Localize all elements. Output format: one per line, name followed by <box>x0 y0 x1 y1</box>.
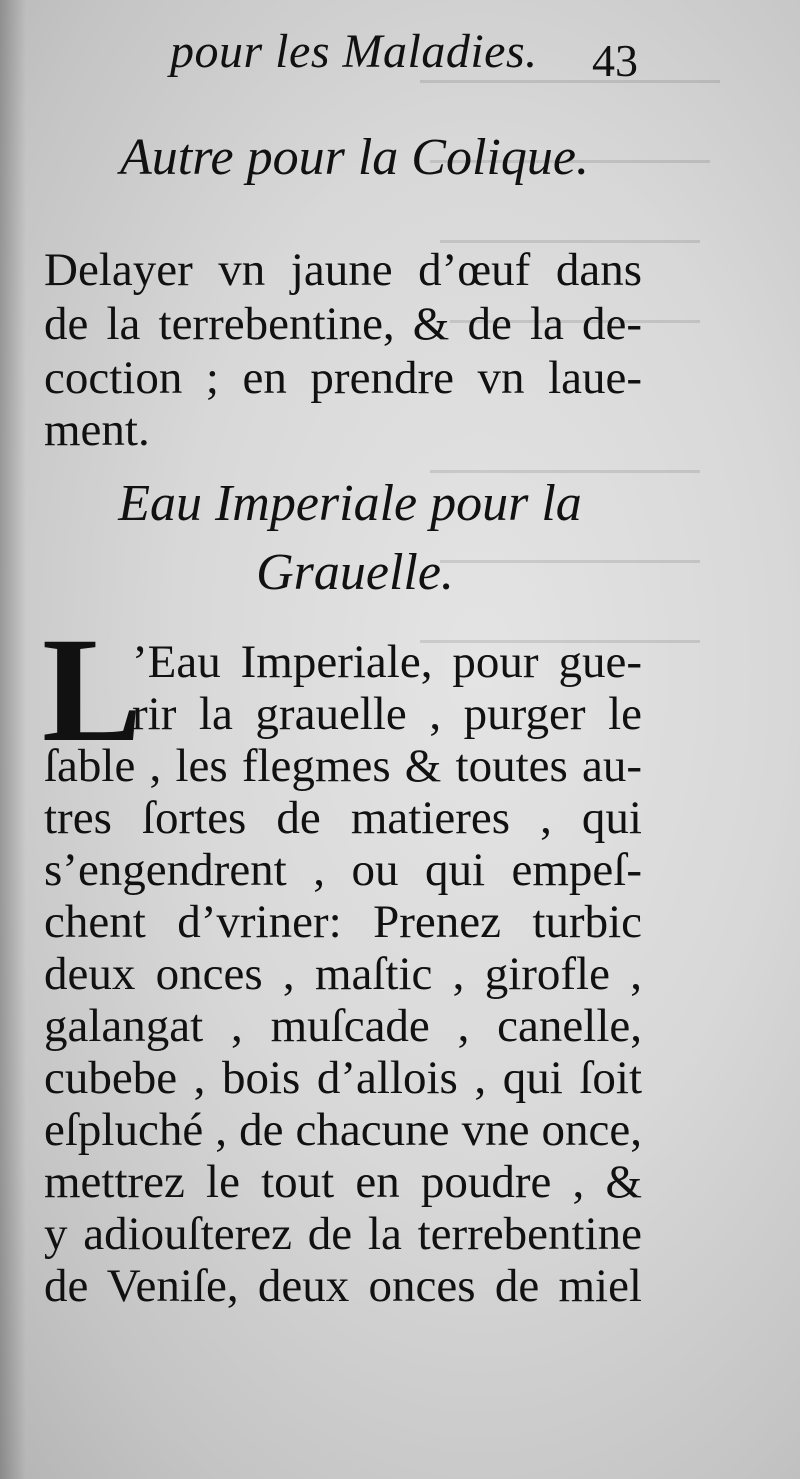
text-line: de la terrebentine, & de la de- <box>44 298 642 350</box>
text-line: de Veniſe, deux onces de miel <box>44 1260 642 1312</box>
section-heading-grauelle: Grauelle. <box>256 544 454 601</box>
text-line: coction ; en prendre vn laue- <box>44 352 642 404</box>
section-heading-eau-imperiale: Eau Imperiale pour la <box>118 475 582 532</box>
text-line: Delayer vn jaune d’œuf dans <box>44 244 642 296</box>
text-line: deux onces , maſtic , girofle , <box>44 948 642 1000</box>
text-line: y adiouſterez de la terrebentine <box>44 1208 642 1260</box>
text-line: tres ſortes de matieres , qui <box>44 792 642 844</box>
text-line: chent d’vriner: Prenez turbic <box>44 896 642 948</box>
page-gutter-shadow <box>0 0 26 1479</box>
text-line: ment. <box>44 404 150 456</box>
drop-cap: L <box>42 607 143 773</box>
text-line: cubebe , bois d’allois , qui ſoit <box>44 1052 642 1104</box>
text-line: ’Eau Imperiale, pour gue- <box>132 636 642 688</box>
page-number: 43 <box>592 35 638 86</box>
text-line: galangat , muſcade , canelle, <box>44 1000 642 1052</box>
section-heading-colique: Autre pour la Colique. <box>120 129 589 186</box>
text-line: eſpluché , de chacune vne once, <box>44 1104 642 1156</box>
text-line: s’engendrent , ou qui empeſ- <box>44 844 642 896</box>
running-title: pour les Maladies. <box>170 25 538 78</box>
text-line: ſable , les flegmes & toutes au- <box>44 740 642 792</box>
text-line: rir la grauelle , purger le <box>132 688 642 740</box>
text-line: mettrez le tout en poudre , & <box>44 1156 642 1208</box>
